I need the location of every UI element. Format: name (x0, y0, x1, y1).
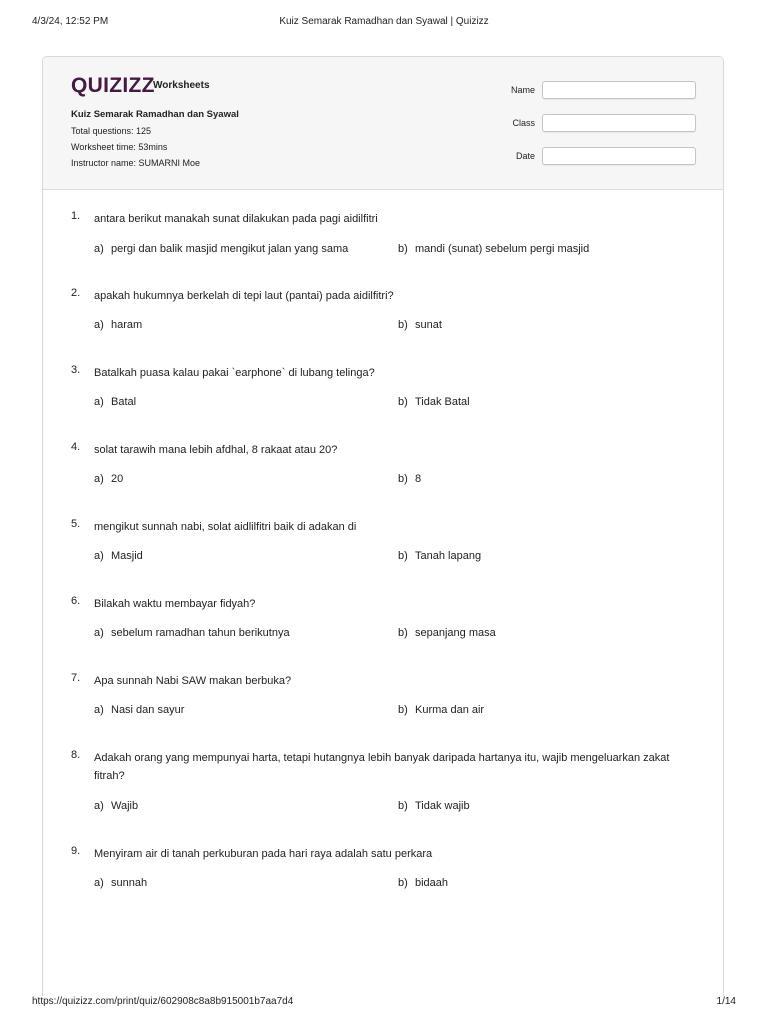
question-text: Apa sunnah Nabi SAW makan berbuka? (94, 675, 292, 687)
option-letter: a) (94, 243, 104, 255)
question-number: 2. (71, 287, 81, 299)
question-number: 6. (71, 595, 81, 607)
option-b (398, 550, 481, 562)
brand-subtitle: Worksheets (153, 80, 210, 91)
question-text: solat tarawih mana lebih afdhal, 8 rakaat atau 20? (94, 444, 338, 456)
print-page-title: Kuiz Semarak Ramadhan dan Syawal | Quizizz (279, 16, 489, 27)
option-text: Batal (111, 396, 137, 408)
worksheet (42, 56, 724, 996)
date-field[interactable] (542, 147, 696, 165)
option-text: mandi (sunat) sebelum pergi masjid (415, 243, 590, 255)
option-text: sunat (415, 319, 442, 331)
option-text: Nasi dan sayur (111, 704, 185, 716)
option-text: Tidak Batal (415, 396, 470, 408)
option-letter: a) (94, 800, 104, 812)
option-letter: b) (398, 550, 408, 562)
option-letter: a) (94, 704, 104, 716)
option-text: Wajib (111, 800, 139, 812)
option-letter: a) (94, 473, 104, 485)
option-letter: a) (94, 627, 104, 639)
name-field[interactable] (542, 81, 696, 99)
option-b (398, 396, 470, 408)
option-a (94, 704, 184, 716)
option-letter: a) (94, 550, 104, 562)
print-timestamp: 4/3/24, 12:52 PM (32, 16, 109, 27)
question-text: apakah hukumnya berkelah di tepi laut (pantai) pada aidilfitri? (94, 290, 394, 302)
option-b (398, 627, 496, 639)
question-number: 5. (71, 518, 81, 530)
option-b (398, 319, 442, 331)
brand-wordmark: QUIZIZZ (71, 74, 155, 97)
page-number: 1/14 (716, 996, 736, 1007)
print-header (32, 16, 736, 30)
question-text: Menyiram air di tanah perkuburan pada hari raya adalah satu perkara (94, 848, 433, 860)
question-number: 3. (71, 364, 81, 376)
worksheet-time: Worksheet time: 53mins (71, 142, 168, 152)
option-a (94, 319, 142, 331)
option-text: 20 (111, 473, 124, 485)
question-text: mengikut sunnah nabi, solat aidlilfitri baik di adakan di (94, 521, 357, 533)
class-field[interactable] (542, 114, 696, 132)
date-label: Date (515, 151, 535, 161)
option-b (398, 800, 470, 812)
option-letter: b) (398, 800, 408, 812)
option-letter: b) (398, 627, 408, 639)
option-text: sunnah (111, 877, 148, 889)
option-a (94, 627, 290, 639)
option-text: Kurma dan air (415, 704, 485, 716)
option-letter: b) (398, 243, 408, 255)
print-url: https://quizizz.com/print/quiz/602908c8a8b915001b7aa7d4 (32, 996, 294, 1007)
option-text: Tidak wajib (415, 800, 470, 812)
option-a (94, 473, 123, 485)
option-letter: b) (398, 877, 408, 889)
option-a (94, 550, 143, 562)
question-number: 1. (71, 210, 81, 222)
print-footer (32, 996, 736, 1010)
option-text: Tanah lapang (415, 550, 482, 562)
worksheet-header (43, 57, 723, 190)
option-b (398, 877, 448, 889)
option-text: bidaah (415, 877, 449, 889)
option-a (94, 800, 138, 812)
option-letter: b) (398, 396, 408, 408)
quiz-title: Kuiz Semarak Ramadhan dan Syawal (71, 109, 239, 120)
question-text: Adakah orang yang mempunyai harta, tetapi hutangnya lebih banyak daripada hartanya itu, wajib mengeluarkan zakat fitrah? (94, 752, 670, 782)
question-number: 4. (71, 441, 81, 453)
question-text: Batalkah puasa kalau pakai `earphone` di lubang telinga? (94, 367, 375, 379)
question-number: 9. (71, 845, 81, 857)
name-label: Name (510, 85, 535, 95)
option-letter: b) (398, 473, 408, 485)
option-a (94, 877, 147, 889)
option-b (398, 473, 421, 485)
option-text: 8 (415, 473, 422, 485)
option-text: sepanjang masa (415, 627, 496, 639)
question-text: Bilakah waktu membayar fidyah? (94, 598, 256, 610)
option-a (94, 396, 136, 408)
option-letter: b) (398, 704, 408, 716)
option-letter: b) (398, 319, 408, 331)
question-number: 8. (71, 749, 81, 761)
class-label: Class (512, 118, 535, 128)
option-a (94, 243, 348, 255)
option-text: Masjid (111, 550, 143, 562)
question-number: 7. (71, 672, 81, 684)
option-text: sebelum ramadhan tahun berikutnya (111, 627, 290, 639)
option-b (398, 243, 589, 255)
option-letter: a) (94, 396, 104, 408)
question-text: antara berikut manakah sunat dilakukan pada pagi aidilfitri (94, 213, 378, 225)
total-questions: Total questions: 125 (71, 126, 152, 136)
option-text: haram (111, 319, 143, 331)
instructor-name: Instructor name: SUMARNI Moe (71, 158, 201, 168)
option-letter: a) (94, 319, 104, 331)
option-b (398, 704, 484, 716)
option-text: pergi dan balik masjid mengikut jalan yang sama (111, 243, 349, 255)
option-letter: a) (94, 877, 104, 889)
